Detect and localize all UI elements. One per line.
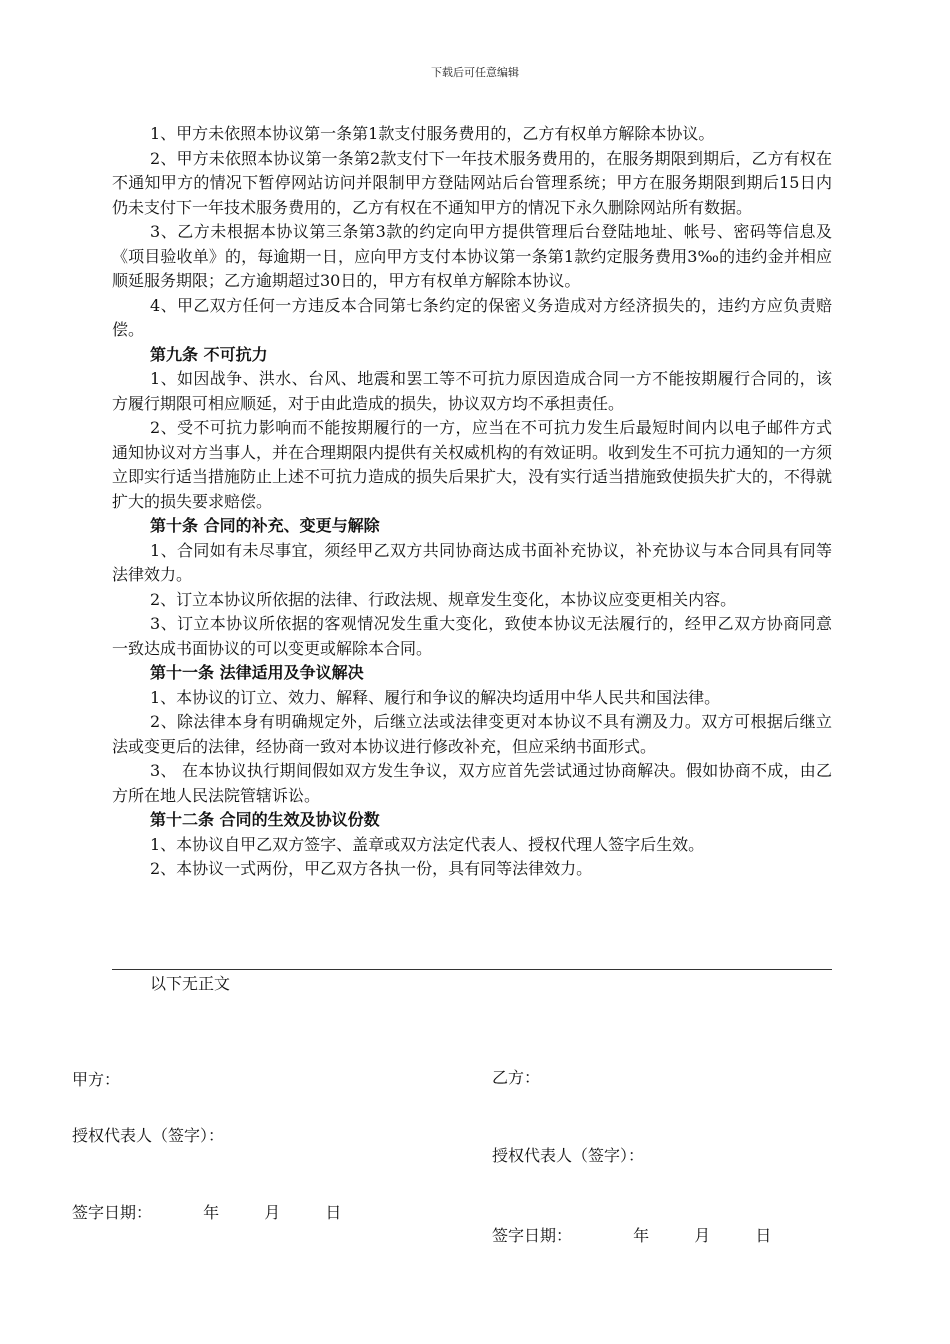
party-b-month: 月 (694, 1226, 711, 1245)
section-heading: 第十二条 合同的生效及协议份数 (150, 810, 380, 829)
party-a-day: 日 (325, 1203, 342, 1222)
clause-paragraph: 2、受不可抗力影响而不能按期履行的一方，应当在不可抗力发生后最短时间内以电子邮件方式通知协议对方当事人，并在合理期限内提供有关权威机构的有效证明。收到发生不可抗力通知的一方须立即实行适当措施防止上述不可抗力造成的损失后果扩大，没有实行适当措施致使损失扩大的，不得就扩大的损失要求赔偿。 (112, 418, 833, 511)
end-note: 以下无正文 (150, 974, 231, 993)
section-heading: 第十一条 法律适用及争议解决 (150, 663, 364, 682)
party-b-day: 日 (755, 1226, 772, 1245)
clause-paragraph: 1、如因战争、洪水、台风、地震和罢工等不可抗力原因造成合同一方不能按期履行合同的，该方履行期限可相应顺延，对于由此造成的损失，协议双方均不承担责任。 (112, 369, 832, 413)
clause-paragraph: 1、甲方未依照本协议第一条第1款支付服务费用的，乙方有权单方解除本协议。 (150, 124, 715, 143)
clause-paragraph: 2、本协议一式两份，甲乙双方各执一份，具有同等法律效力。 (150, 859, 593, 878)
divider-line (112, 969, 832, 970)
party-a-date-row (72, 1202, 341, 1224)
contract-body (112, 122, 832, 882)
section-heading: 第十条 合同的补充、变更与解除 (150, 516, 380, 535)
clause-paragraph: 1、本协议自甲乙双方签字、盖章或双方法定代表人、授权代理人签字后生效。 (150, 834, 705, 854)
clause-paragraph: 2、订立本协议所依据的法律、行政法规、规章发生变化，本协议应变更相关内容。 (150, 589, 737, 609)
clause-paragraph: 1、合同如有未尽事宜，须经甲乙双方共同协商达成书面补充协议，补充协议与本合同具有同等法律效力。 (112, 540, 832, 584)
party-b-label: 乙方： (492, 1068, 541, 1087)
party-a-date-label: 签字日期： (72, 1203, 153, 1222)
party-b-date-label: 签字日期： (492, 1226, 573, 1245)
party-b-year: 年 (633, 1226, 650, 1245)
clause-paragraph: 1、本协议的订立、效力、解释、履行和争议的解决均适用中华人民共和国法律。 (150, 687, 721, 707)
clause-paragraph: 3、订立本协议所依据的客观情况发生重大变化，致使本协议无法履行的，经甲乙双方协商同意一致达成书面协议的可以变更或解除本合同。 (112, 614, 832, 658)
clause-paragraph: 3、乙方未根据本协议第三条第3款的约定向甲方提供管理后台登陆地址、帐号、密码等信息及《项目验收单》的，每逾期一日，应向甲方支付本协议第一条第1款约定服务费用3‰的违约金并相应顺延服务期限；乙方逾期超过30日的，甲方有权单方解除本协议。 (112, 222, 832, 290)
clause-paragraph: 2、除法律本身有明确规定外，后继立法或法律变更对本协议不具有溯及力。双方可根据后继立法或变更后的法律，经协商一致对本协议进行修改补充，但应采纳书面形式。 (112, 712, 832, 756)
party-b-rep-label: 授权代表人（签字）： (492, 1146, 645, 1165)
party-b-date-row (492, 1225, 771, 1247)
page-header: 下载后可任意编辑 (431, 66, 519, 79)
party-a-label: 甲方： (72, 1070, 121, 1089)
party-a-rep-label: 授权代表人（签字）： (72, 1126, 225, 1145)
party-a-year: 年 (203, 1203, 220, 1222)
clause-paragraph: 4、甲乙双方任何一方违反本合同第七条约定的保密义务造成对方经济损失的，违约方应负责赔偿。 (112, 295, 832, 339)
clause-paragraph: 2、甲方未依照本协议第一条第2款支付下一年技术服务费用的，在服务期限到期后，乙方有权在不通知甲方的情况下暂停网站访问并限制甲方登陆网站后台管理系统；甲方在服务期限到期后15日内仍未支付下一年技术服务费用的，乙方有权在不通知甲方的情况下永久删除网站所有数据。 (112, 148, 832, 217)
party-a-month: 月 (264, 1203, 281, 1222)
section-heading: 第九条 不可抗力 (150, 344, 268, 364)
clause-paragraph: 3、 在本协议执行期间假如双方发生争议，双方应首先尝试通过协商解决。假如协商不成，由乙方所在地人民法院管辖诉讼。 (112, 761, 832, 805)
